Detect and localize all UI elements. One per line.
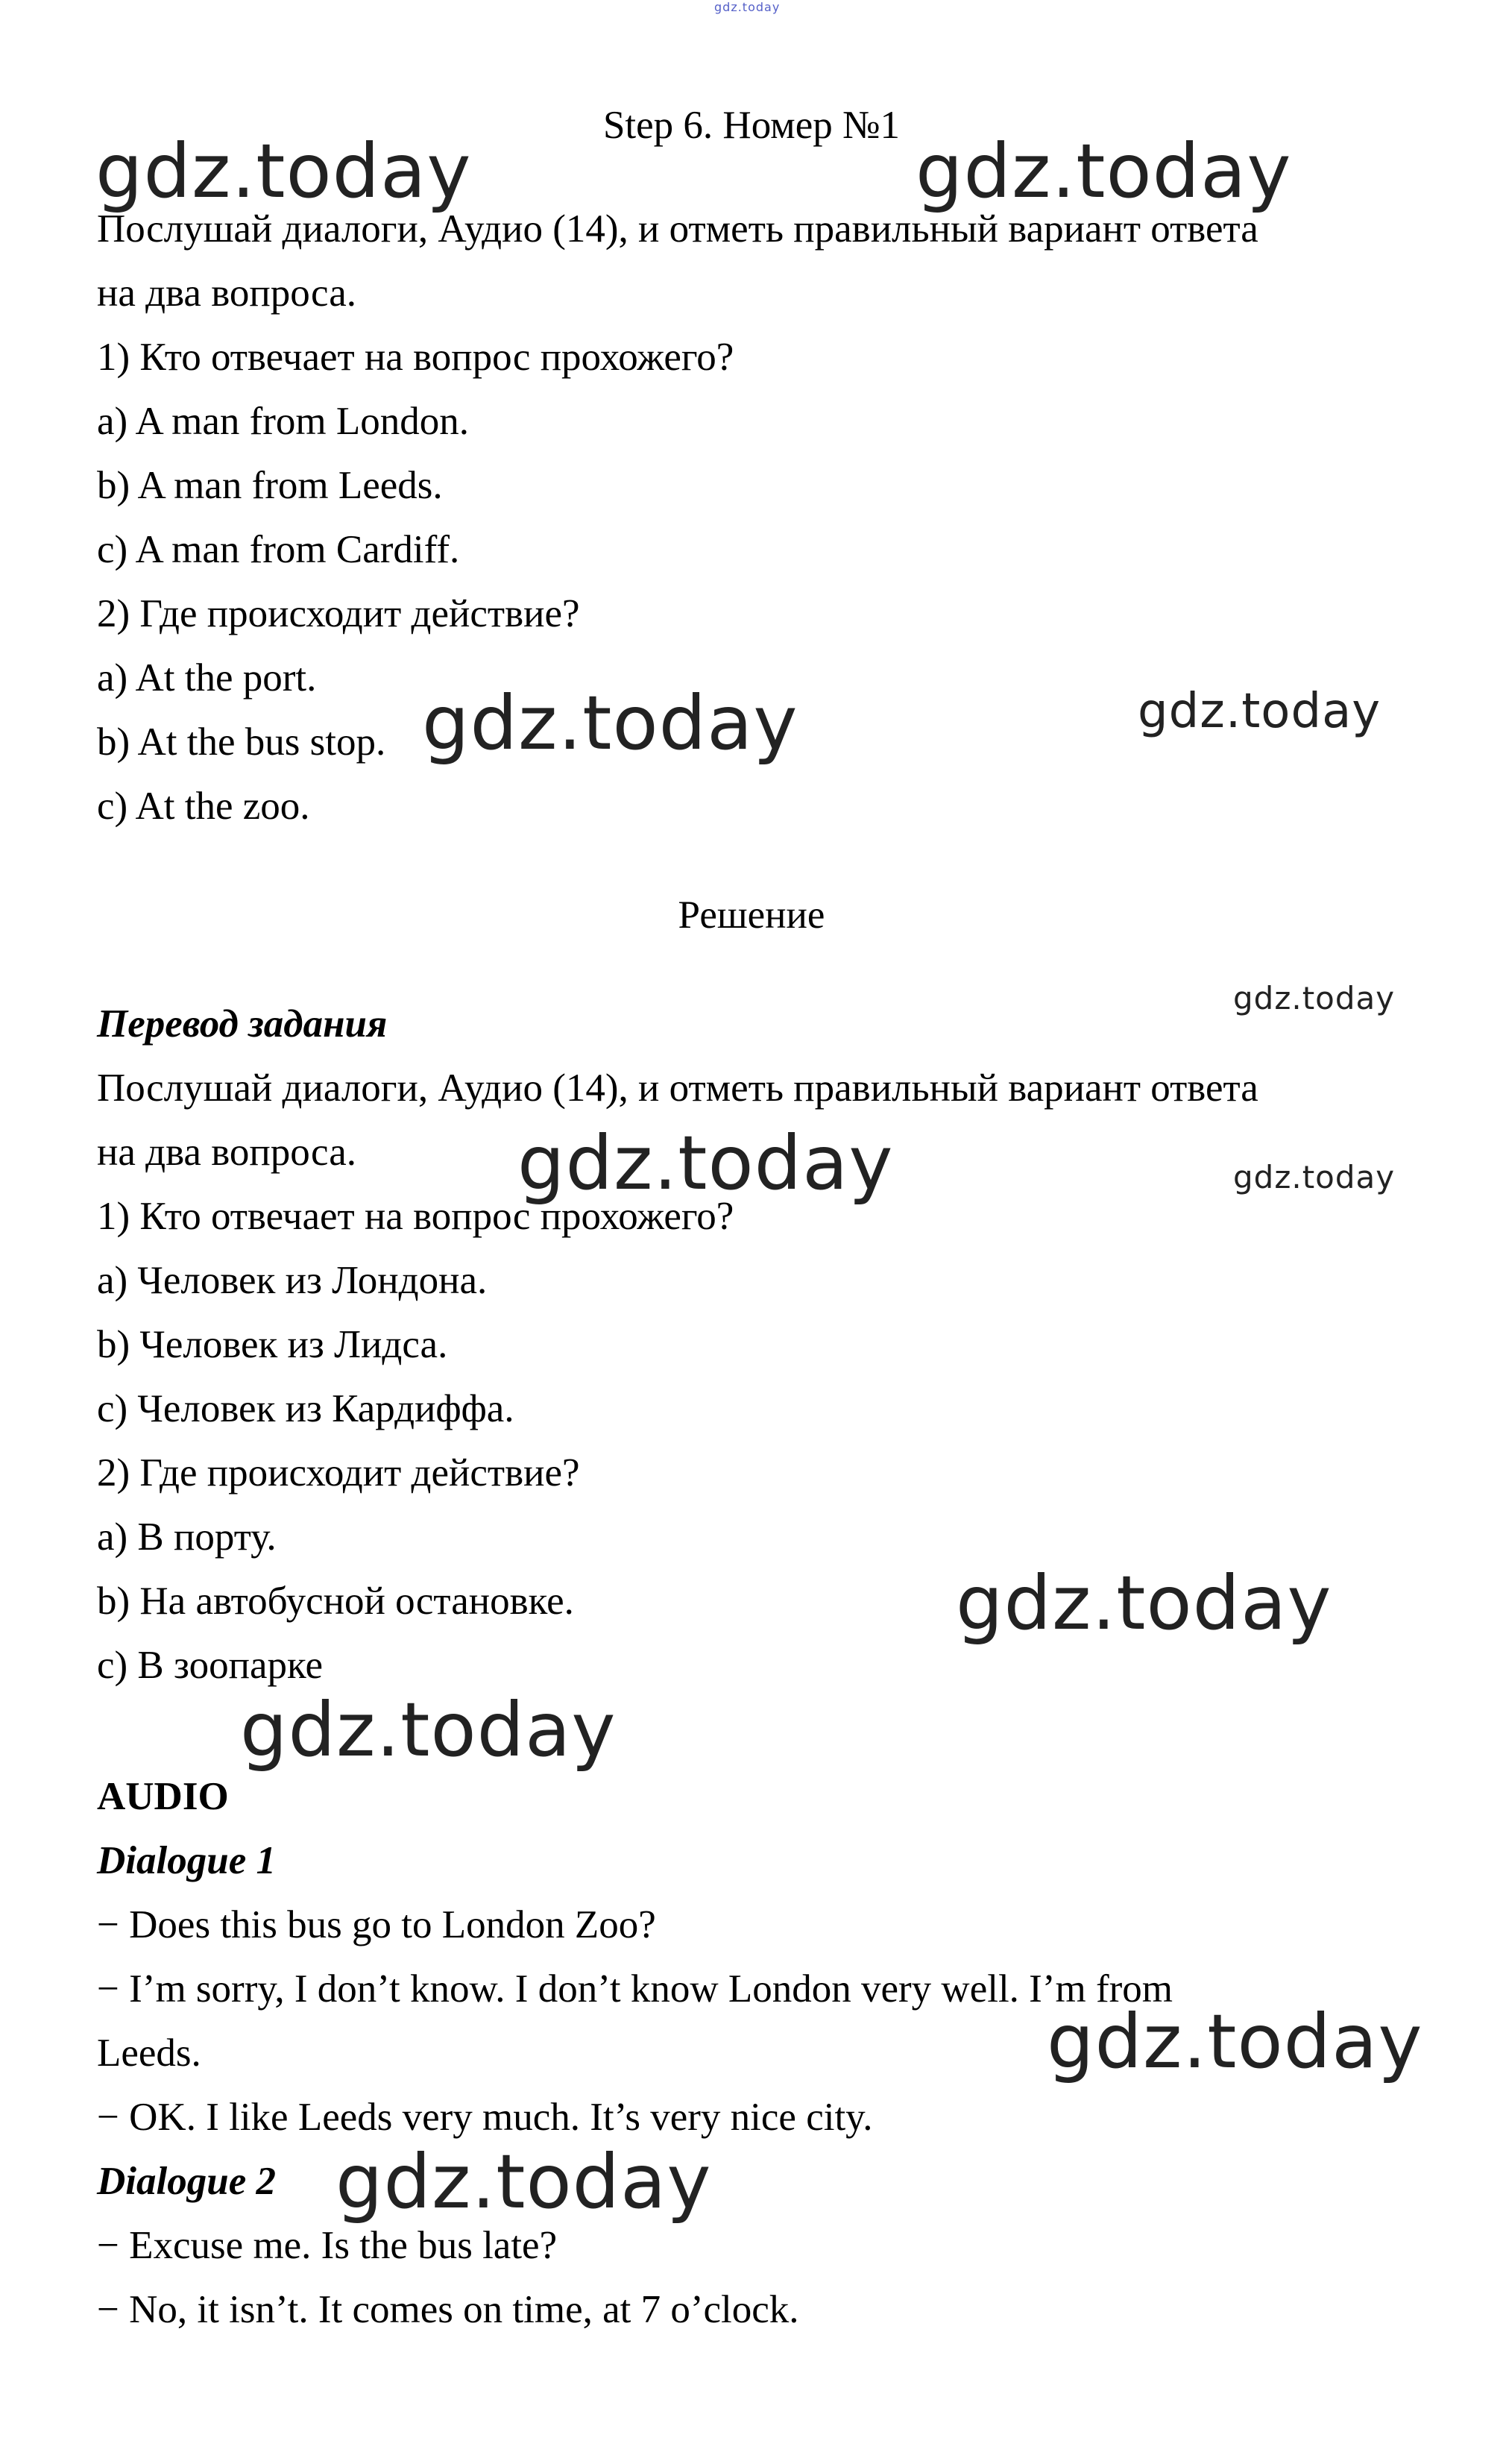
- translation-intro-line2: на два вопроса.: [97, 1131, 356, 1174]
- translation-q2-option-c: c) В зоопарке: [97, 1644, 323, 1687]
- task-q1-option-a: a) A man from London.: [97, 400, 469, 443]
- watermark-5: gdz.today: [1233, 980, 1396, 1016]
- dialogue-1-line-2b: Leeds.: [97, 2031, 201, 2075]
- dialogue-1-line-1: − Does this bus go to London Zoo?: [97, 1903, 656, 1946]
- task-intro-line1: Послушай диалоги, Аудио (14), и отметь правильный вариант ответа: [97, 207, 1258, 251]
- dialogue-1-line-3: − OK. I like Leeds very much. It’s very nice city.: [97, 2096, 873, 2139]
- watermark-1: gdz.today: [95, 128, 472, 215]
- watermark-4: gdz.today: [1138, 684, 1381, 739]
- translation-q1-option-b: b) Человек из Лидса.: [97, 1323, 448, 1366]
- dialogue-1-title: Dialogue 1: [97, 1839, 276, 1882]
- translation-question-1: 1) Кто отвечает на вопрос прохожего?: [97, 1195, 734, 1238]
- dialogue-2-title: Dialogue 2: [97, 2160, 276, 2203]
- audio-heading: AUDIO: [97, 1775, 229, 1818]
- watermark-9: gdz.today: [240, 1686, 617, 1773]
- dialogue-2-line-1: − Excuse me. Is the bus late?: [97, 2224, 558, 2267]
- task-question-1: 1) Кто отвечает на вопрос прохожего?: [97, 336, 734, 379]
- watermark-6: gdz.today: [517, 1119, 894, 1207]
- dialogue-2-line-2: − No, it isn’t. It comes on time, at 7 o’clock.: [97, 2288, 799, 2331]
- watermark-2: gdz.today: [916, 128, 1292, 215]
- task-q1-option-b: b) A man from Leeds.: [97, 464, 443, 507]
- dialogue-1-line-2a: − I’m sorry, I don’t know. I don’t know London very well. I’m from: [97, 1967, 1173, 2011]
- watermark-10: gdz.today: [1047, 1998, 1423, 2085]
- translation-q1-option-a: a) Человек из Лондона.: [97, 1259, 488, 1302]
- translation-question-2: 2) Где происходит действие?: [97, 1451, 580, 1495]
- task-q2-option-c: c) At the zoo.: [97, 785, 310, 828]
- translation-q1-option-c: c) Человек из Кардиффа.: [97, 1387, 514, 1430]
- task-q1-option-c: c) A man from Cardiff.: [97, 528, 460, 571]
- page-title: Step 6. Номер №1: [602, 104, 901, 147]
- translation-q2-option-a: a) В порту.: [97, 1515, 277, 1559]
- watermark-11: gdz.today: [335, 2138, 712, 2225]
- watermark-top: gdz.today: [714, 0, 781, 14]
- watermark-8: gdz.today: [956, 1559, 1332, 1647]
- task-q2-option-a: a) At the port.: [97, 656, 317, 700]
- watermark-7: gdz.today: [1233, 1159, 1396, 1195]
- solution-heading: Решение: [678, 893, 825, 937]
- watermark-3: gdz.today: [422, 679, 798, 767]
- translation-q2-option-b: b) На автобусной остановке.: [97, 1580, 574, 1623]
- task-intro-line2: на два вопроса.: [97, 271, 356, 315]
- translation-intro-line1: Послушай диалоги, Аудио (14), и отметь правильный вариант ответа: [97, 1066, 1258, 1110]
- task-q2-option-b: b) At the bus stop.: [97, 720, 386, 764]
- translation-heading: Перевод задания: [97, 1002, 388, 1046]
- task-question-2: 2) Где происходит действие?: [97, 592, 580, 635]
